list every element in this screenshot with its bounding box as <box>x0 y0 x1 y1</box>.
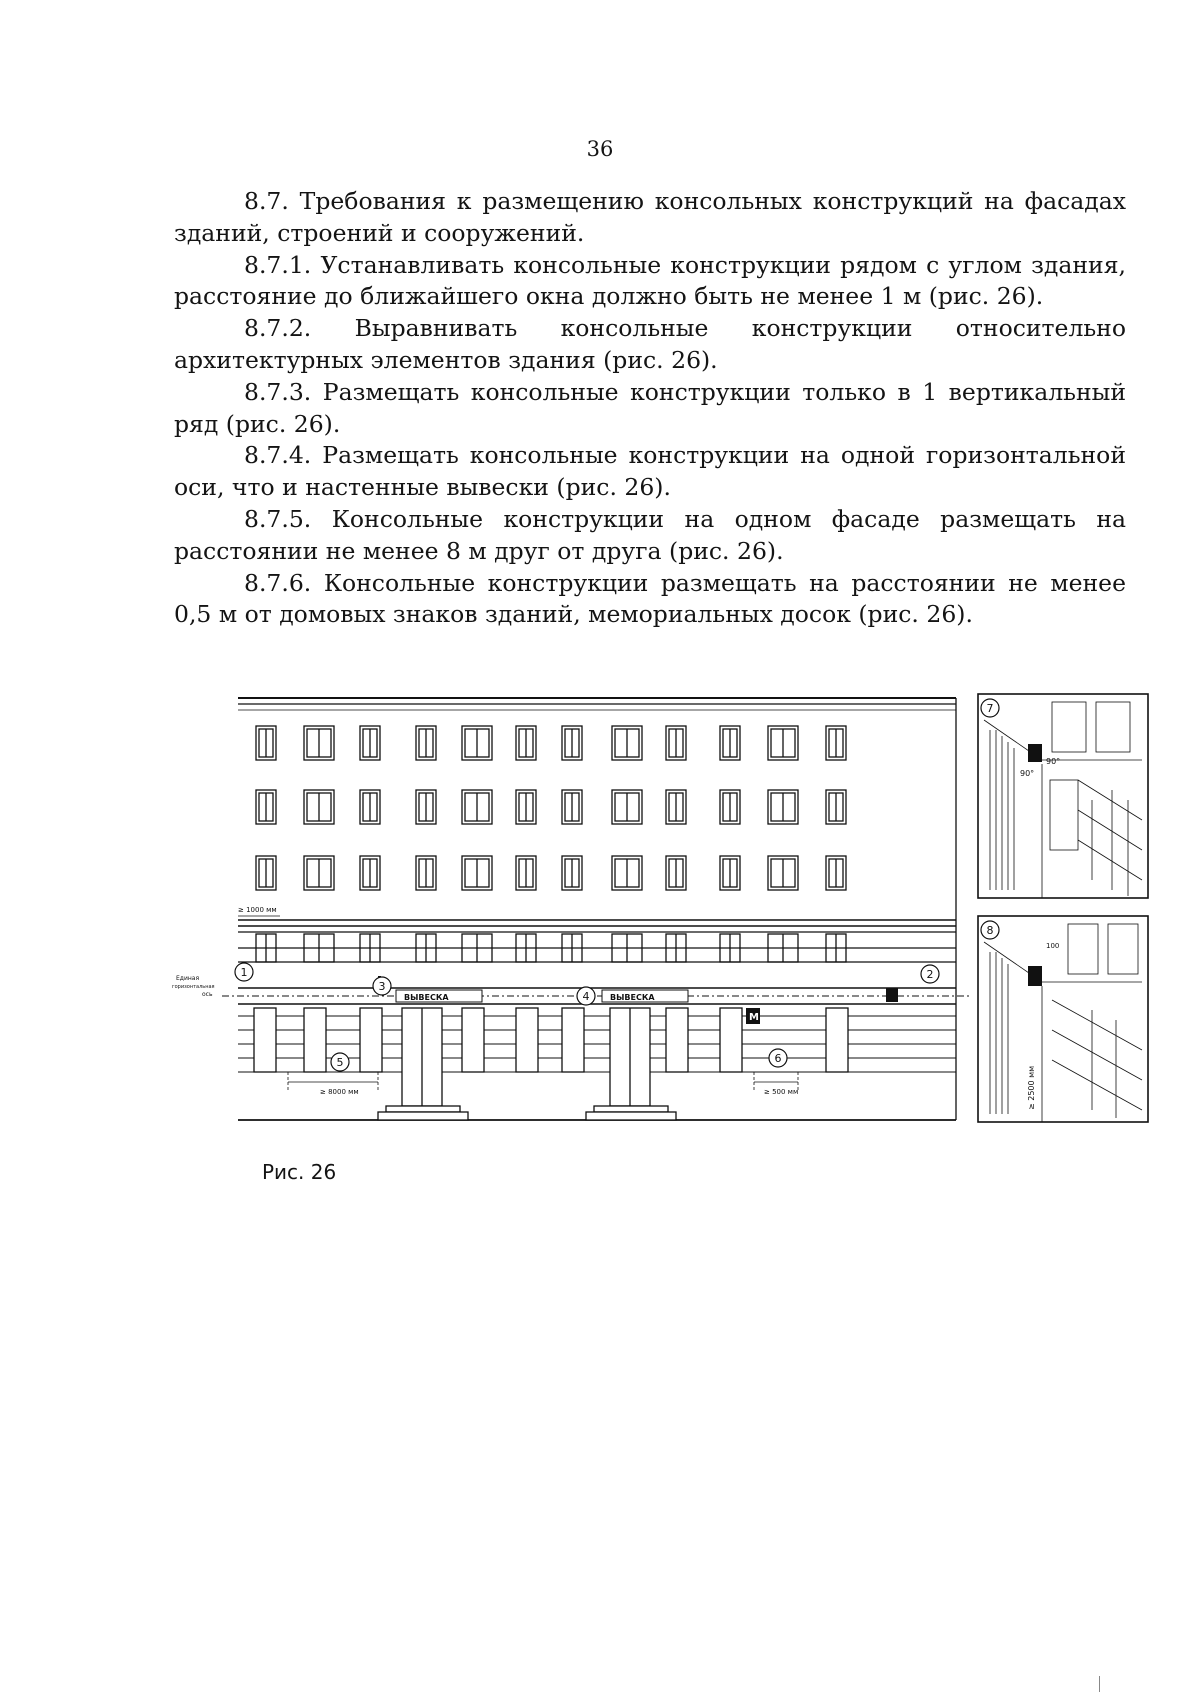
window <box>666 790 686 824</box>
shop-window <box>562 1008 584 1072</box>
svg-text:4: 4 <box>582 990 590 1003</box>
shop-window <box>254 1008 276 1072</box>
window <box>462 856 492 890</box>
paragraph-number: 8.7.3. <box>244 377 312 406</box>
paragraph-text: Размещать консольные конструкции на одной горизонтальной оси, что и настенные вывески (рис. 26). <box>174 441 1126 502</box>
paragraph-8-7-6 <box>174 568 1126 632</box>
window <box>304 856 334 890</box>
dimension-8000 <box>288 1072 378 1096</box>
marker-7: 7 <box>986 702 994 715</box>
window <box>612 856 642 890</box>
wall-sign-1 <box>396 990 482 1002</box>
angle-label: 90° <box>1046 757 1061 766</box>
window <box>768 856 798 890</box>
window <box>666 856 686 890</box>
svg-text:6: 6 <box>774 1052 782 1065</box>
dimension-label: ≥ 2500 мм <box>1027 1065 1036 1110</box>
svg-text:≥ 8000 мм: ≥ 8000 мм <box>320 1088 359 1096</box>
marker-1 <box>235 963 253 981</box>
window <box>826 790 846 824</box>
paragraph-8-7-4 <box>174 440 1126 504</box>
detail-7 <box>978 694 1148 898</box>
wall-sign-label: ВЫВЕСКА <box>404 993 449 1002</box>
svg-text:≥ 500 мм: ≥ 500 мм <box>764 1088 799 1096</box>
window <box>768 790 798 824</box>
window <box>562 856 582 890</box>
scan-mark <box>1099 1676 1100 1692</box>
window <box>360 856 380 890</box>
marker-6 <box>769 1049 787 1067</box>
paragraph-text: Требования к размещению консольных конструкций на фасадах зданий, строений и сооружений. <box>174 187 1126 247</box>
window <box>516 856 536 890</box>
window <box>304 726 334 760</box>
shop-window <box>516 1008 538 1072</box>
paragraph-text: Размещать консольные конструкции только в 1 вертикальный ряд (рис. 26). <box>174 377 1126 438</box>
svg-text:5: 5 <box>336 1056 344 1069</box>
window <box>516 726 536 760</box>
svg-text:ось: ось <box>202 991 213 998</box>
paragraph-number: 8.7.1. <box>244 250 312 279</box>
memorial-plaque <box>746 1008 760 1024</box>
window <box>612 790 642 824</box>
paragraph-text: Выравнивать консольные конструкции относительно архитектурных элементов здания (рис. 26). <box>174 314 1126 374</box>
shop-window <box>720 1008 742 1072</box>
window <box>462 790 492 824</box>
window <box>720 726 740 760</box>
paragraph-8-7 <box>174 186 1126 250</box>
window <box>360 790 380 824</box>
console-sign-right <box>886 988 898 1002</box>
detail-8 <box>978 916 1148 1122</box>
entrance-door-left <box>378 1008 468 1120</box>
window <box>256 856 276 890</box>
shop-window <box>304 1008 326 1072</box>
horizontal-axis-label <box>172 975 215 998</box>
angle-label: 90° <box>1020 769 1035 778</box>
marker-2 <box>921 965 939 983</box>
marker-4 <box>577 987 595 1005</box>
marker-5 <box>331 1053 349 1071</box>
window <box>256 790 276 824</box>
body-text <box>174 186 1126 631</box>
dimension-500 <box>754 1072 798 1096</box>
svg-text:горизонтальная: горизонтальная <box>172 984 215 990</box>
window <box>256 726 276 760</box>
marker-8: 8 <box>986 924 994 937</box>
shop-window <box>462 1008 484 1072</box>
window <box>416 856 436 890</box>
paragraph-text: Консольные конструкции размещать на расстоянии не менее 0,5 м от домовых знаков зданий, мемориальных досок (рис. 26). <box>174 568 1126 629</box>
window <box>826 856 846 890</box>
window <box>462 726 492 760</box>
window <box>666 726 686 760</box>
figure-caption: Рис. 26 <box>262 1160 337 1184</box>
window <box>612 726 642 760</box>
window <box>826 726 846 760</box>
dimension-1000 <box>238 906 280 916</box>
marker-3 <box>373 977 391 995</box>
paragraph-number: 8.7.6. <box>244 568 312 597</box>
entrance-door-right <box>586 1008 676 1120</box>
window <box>416 726 436 760</box>
window <box>360 726 380 760</box>
figure-26 <box>172 690 1152 1130</box>
upper-floor-windows <box>256 726 846 890</box>
facade-drawing <box>172 690 1152 1130</box>
window <box>516 790 536 824</box>
svg-text:1: 1 <box>240 966 248 979</box>
window <box>768 726 798 760</box>
paragraph-8-7-1 <box>174 250 1126 314</box>
window <box>416 790 436 824</box>
paragraph-number: 8.7.4. <box>244 441 312 470</box>
svg-text:2: 2 <box>926 968 934 981</box>
window <box>562 726 582 760</box>
page-number: 36 <box>586 137 614 161</box>
paragraph-8-7-2 <box>174 313 1126 377</box>
svg-text:Единая: Единая <box>176 975 200 982</box>
paragraph-number: 8.7.5. <box>244 504 312 533</box>
paragraph-text: Устанавливать консольные конструкции рядом с углом здания, расстояние до ближайшего окна должно быть не менее 1 м (рис. 26). <box>174 250 1126 311</box>
window <box>562 790 582 824</box>
paragraph-8-7-3 <box>174 377 1126 441</box>
paragraph-8-7-5 <box>174 504 1126 568</box>
wall-sign-2 <box>602 990 688 1002</box>
svg-text:≥ 1000 мм: ≥ 1000 мм <box>238 906 277 914</box>
dimension-label: 100 <box>1046 942 1060 950</box>
window <box>720 790 740 824</box>
shop-window <box>666 1008 688 1072</box>
shop-window <box>826 1008 848 1072</box>
window <box>304 790 334 824</box>
shop-window <box>360 1008 382 1072</box>
paragraph-text: Консольные конструкции на одном фасаде размещать на расстоянии не менее 8 м друг от друга (рис. 26). <box>174 504 1126 565</box>
paragraph-number: 8.7. <box>244 187 289 215</box>
paragraph-number: 8.7.2. <box>244 314 312 343</box>
wall-sign-label: ВЫВЕСКА <box>610 993 655 1002</box>
svg-text:М: М <box>749 1012 759 1023</box>
window <box>720 856 740 890</box>
svg-text:3: 3 <box>378 980 386 993</box>
